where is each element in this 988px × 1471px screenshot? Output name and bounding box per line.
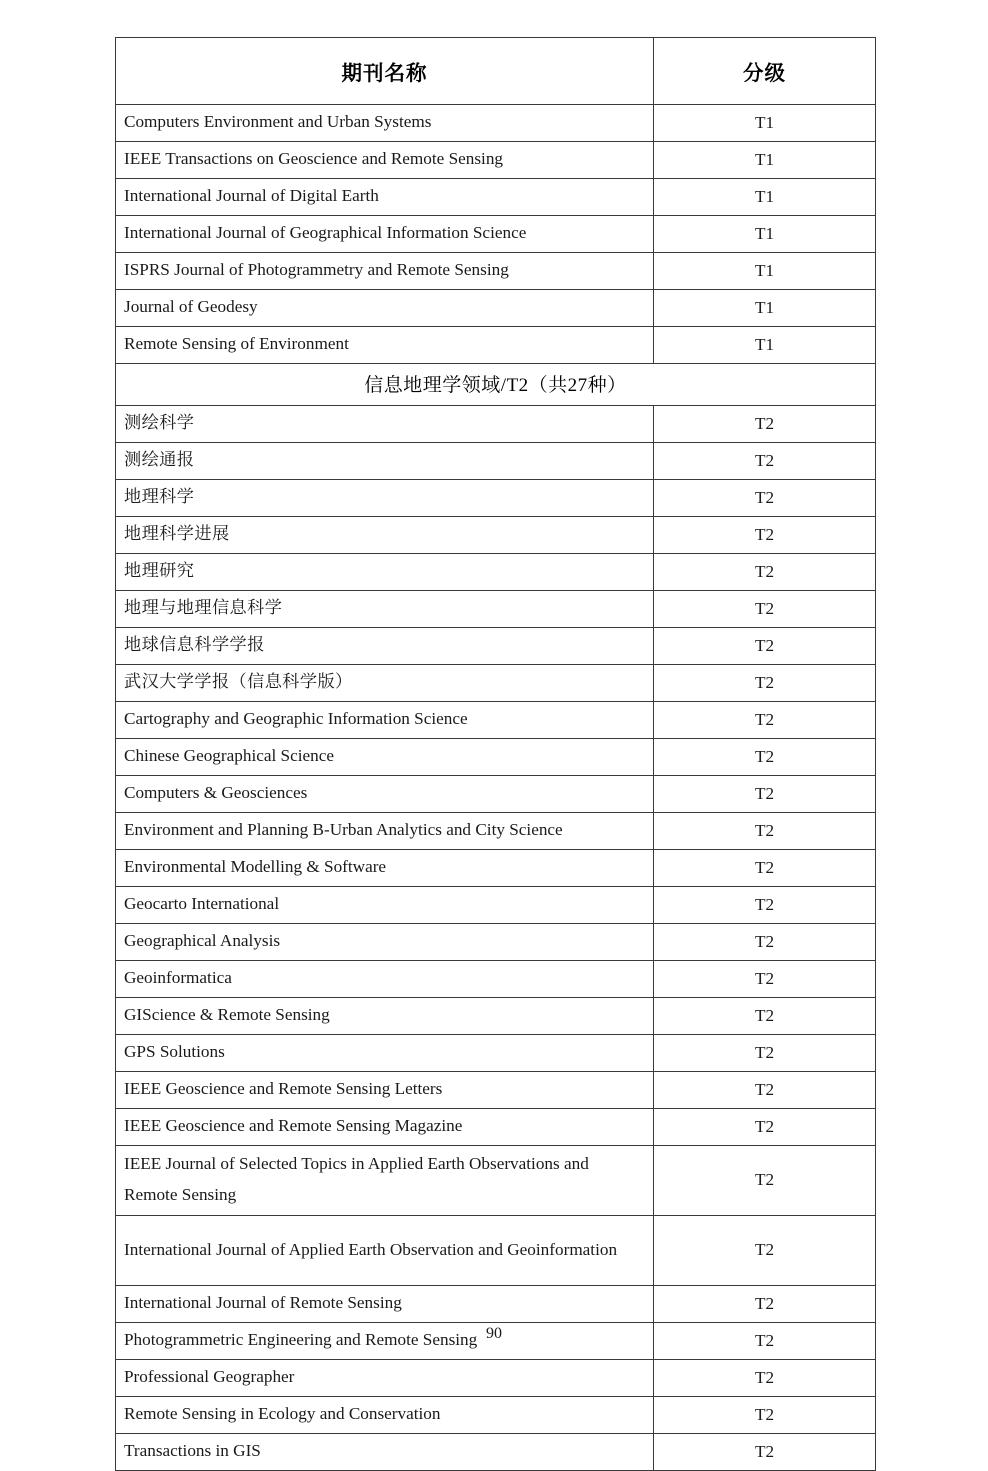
table-row [116, 887, 876, 924]
cell-grade: T2 [654, 1397, 876, 1434]
table-row [116, 591, 876, 628]
cell-journal-name: Geocarto International [116, 887, 654, 924]
cell-journal-name: 测绘通报 [116, 443, 654, 480]
cell-grade: T1 [654, 216, 876, 253]
cell-journal-name: Computers & Geosciences [116, 776, 654, 813]
cell-journal-name: 武汉大学学报（信息科学版） [116, 665, 654, 702]
cell-journal-name: Geoinformatica [116, 961, 654, 998]
table-row [116, 665, 876, 702]
table-row [116, 1397, 876, 1434]
cell-grade: T1 [654, 105, 876, 142]
cell-journal-name: Cartography and Geographic Information Science [116, 702, 654, 739]
journal-grade-table [115, 37, 876, 1471]
cell-grade: T2 [654, 554, 876, 591]
table-row [116, 961, 876, 998]
table-row [116, 554, 876, 591]
table-row [116, 813, 876, 850]
cell-journal-name: Remote Sensing of Environment [116, 327, 654, 364]
cell-grade: T1 [654, 142, 876, 179]
cell-grade: T2 [654, 961, 876, 998]
table-row [116, 290, 876, 327]
table-row [116, 443, 876, 480]
cell-grade: T1 [654, 327, 876, 364]
cell-journal-name: IEEE Journal of Selected Topics in Applied Earth Observations and Remote Sensing [116, 1146, 654, 1216]
table-row [116, 1146, 876, 1216]
table-row [116, 1109, 876, 1146]
section-header-row [116, 364, 876, 406]
column-header-journal-name: 期刊名称 [116, 38, 654, 105]
cell-journal-name: 测绘科学 [116, 406, 654, 443]
cell-grade: T2 [654, 924, 876, 961]
cell-journal-name: IEEE Transactions on Geoscience and Remote Sensing [116, 142, 654, 179]
cell-grade: T2 [654, 776, 876, 813]
cell-journal-name: Transactions in GIS [116, 1434, 654, 1471]
cell-grade: T2 [654, 1146, 876, 1216]
table-row [116, 142, 876, 179]
table-row [116, 327, 876, 364]
table-row [116, 702, 876, 739]
cell-journal-name: Remote Sensing in Ecology and Conservation [116, 1397, 654, 1434]
cell-journal-name: International Journal of Applied Earth Observation and Geoinformation [116, 1216, 654, 1286]
table-header [116, 38, 876, 105]
cell-journal-name: Journal of Geodesy [116, 290, 654, 327]
table-row [116, 739, 876, 776]
table-row [116, 628, 876, 665]
cell-journal-name: 地理与地理信息科学 [116, 591, 654, 628]
column-header-grade: 分级 [654, 38, 876, 105]
cell-grade: T2 [654, 702, 876, 739]
table-row [116, 253, 876, 290]
table-row [116, 105, 876, 142]
table-header-row [116, 38, 876, 105]
cell-journal-name: ISPRS Journal of Photogrammetry and Remote Sensing [116, 253, 654, 290]
cell-grade: T2 [654, 813, 876, 850]
cell-journal-name: Chinese Geographical Science [116, 739, 654, 776]
cell-journal-name: Professional Geographer [116, 1360, 654, 1397]
table-row [116, 850, 876, 887]
table-row [116, 776, 876, 813]
cell-journal-name: International Journal of Geographical Information Science [116, 216, 654, 253]
cell-grade: T2 [654, 739, 876, 776]
cell-journal-name: Environment and Planning B-Urban Analytics and City Science [116, 813, 654, 850]
cell-grade: T2 [654, 1072, 876, 1109]
cell-journal-name: 地理研究 [116, 554, 654, 591]
cell-journal-name: Geographical Analysis [116, 924, 654, 961]
page-number: 90 [486, 1325, 502, 1342]
table-row [116, 1035, 876, 1072]
cell-grade: T2 [654, 1286, 876, 1323]
table-row [116, 480, 876, 517]
table-row [116, 1434, 876, 1471]
table-row [116, 216, 876, 253]
table-body [116, 105, 876, 1471]
cell-grade: T1 [654, 290, 876, 327]
cell-grade: T2 [654, 1360, 876, 1397]
section-header-label: 信息地理学领域/T2（共27种） [116, 364, 876, 406]
cell-journal-name: GPS Solutions [116, 1035, 654, 1072]
cell-journal-name: 地理科学进展 [116, 517, 654, 554]
cell-grade: T2 [654, 443, 876, 480]
journal-grade-table-container [115, 37, 875, 1471]
cell-journal-name: Environmental Modelling & Software [116, 850, 654, 887]
cell-journal-name: GIScience & Remote Sensing [116, 998, 654, 1035]
table-row [116, 517, 876, 554]
table-row [116, 406, 876, 443]
cell-grade: T2 [654, 1216, 876, 1286]
table-row [116, 998, 876, 1035]
cell-journal-name: 地理科学 [116, 480, 654, 517]
cell-grade: T2 [654, 998, 876, 1035]
cell-grade: T2 [654, 406, 876, 443]
cell-grade: T2 [654, 850, 876, 887]
cell-journal-name: IEEE Geoscience and Remote Sensing Letters [116, 1072, 654, 1109]
cell-journal-name: 地球信息科学学报 [116, 628, 654, 665]
table-row [116, 179, 876, 216]
table-row [116, 1360, 876, 1397]
cell-grade: T1 [654, 179, 876, 216]
cell-grade: T2 [654, 1434, 876, 1471]
table-row [116, 1216, 876, 1286]
cell-grade: T2 [654, 1323, 876, 1360]
cell-journal-name: IEEE Geoscience and Remote Sensing Magazine [116, 1109, 654, 1146]
cell-grade: T2 [654, 887, 876, 924]
cell-grade: T2 [654, 591, 876, 628]
table-row [116, 1286, 876, 1323]
cell-grade: T2 [654, 517, 876, 554]
cell-grade: T2 [654, 1109, 876, 1146]
cell-journal-name: International Journal of Digital Earth [116, 179, 654, 216]
cell-grade: T2 [654, 665, 876, 702]
table-row [116, 1072, 876, 1109]
table-row [116, 924, 876, 961]
cell-grade: T2 [654, 1035, 876, 1072]
cell-journal-name: Photogrammetric Engineering and Remote Sensing [116, 1323, 654, 1360]
cell-grade: T2 [654, 480, 876, 517]
cell-grade: T2 [654, 628, 876, 665]
cell-grade: T1 [654, 253, 876, 290]
cell-journal-name: Computers Environment and Urban Systems [116, 105, 654, 142]
cell-journal-name: International Journal of Remote Sensing [116, 1286, 654, 1323]
